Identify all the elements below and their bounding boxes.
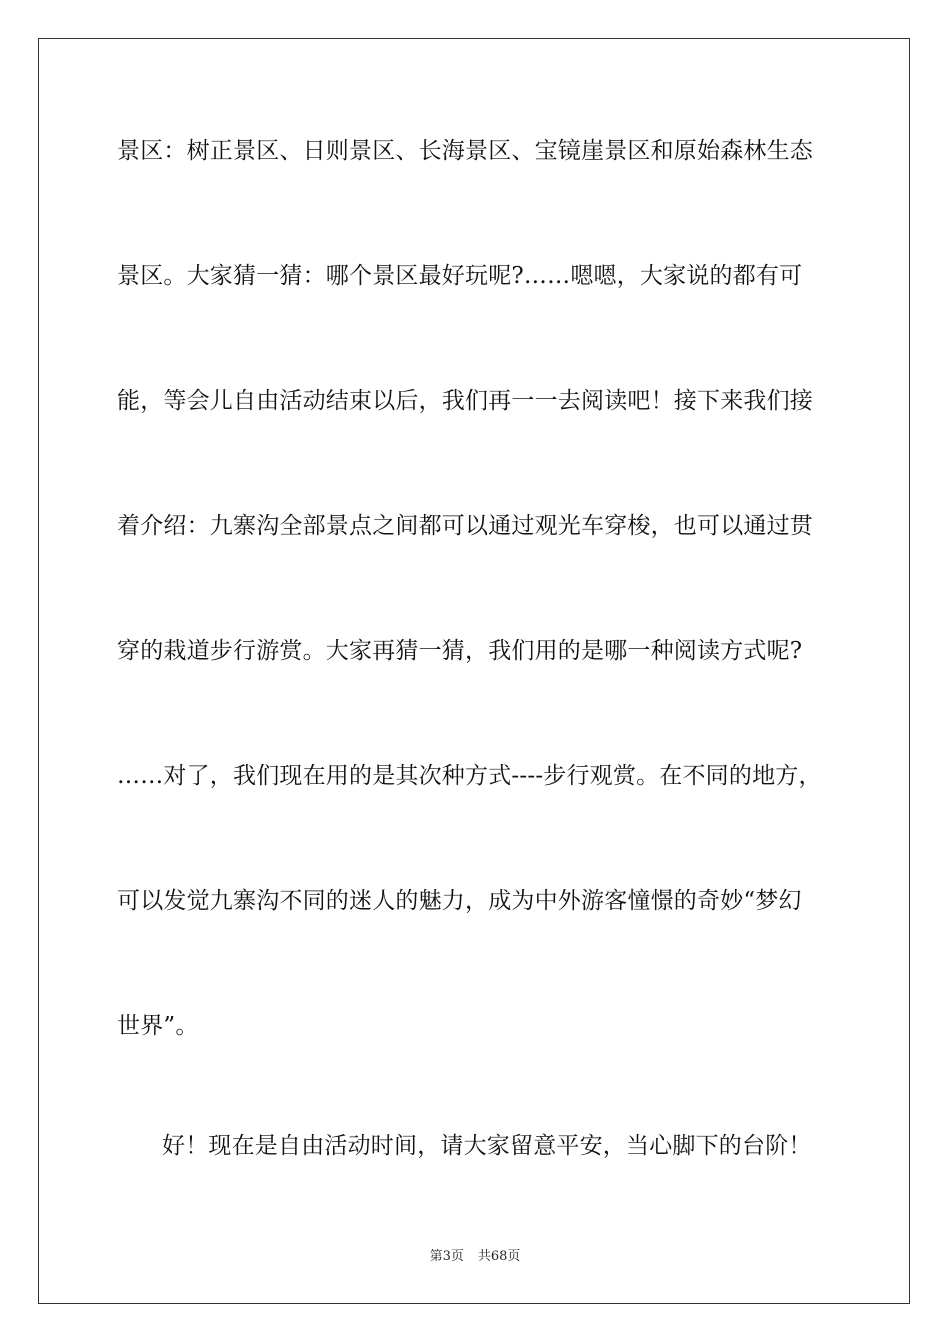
- body-line: 景区：树正景区、日则景区、长海景区、宝镜崖景区和原始森林生态: [117, 138, 813, 164]
- page-number-current: 第3页: [429, 1249, 464, 1264]
- body-line-indented: 好！现在是自由活动时间，请大家留意平安，当心脚下的台阶！: [162, 1133, 812, 1159]
- body-line: 穿的栽道步行游赏。大家再猜一猜，我们用的是哪一种阅读方式呢?: [117, 638, 803, 664]
- body-line: 着介绍：九寨沟全部景点之间都可以通过观光车穿梭，也可以通过贯: [117, 513, 813, 539]
- page-footer: [0, 1248, 950, 1266]
- page-number-total: 共68页: [477, 1249, 521, 1264]
- body-line: 世界”。: [117, 1013, 199, 1039]
- body-line: ……对了，我们现在用的是其次种方式----步行观赏。在不同的地方，: [117, 763, 822, 789]
- body-line: 能，等会儿自由活动结束以后，我们再一一去阅读吧！接下来我们接: [117, 388, 813, 414]
- body-line: 景区。大家猜一猜：哪个景区最好玩呢?……嗯嗯，大家说的都有可: [117, 263, 803, 289]
- page-border: [38, 38, 910, 1304]
- body-line: 可以发觉九寨沟不同的迷人的魅力，成为中外游客憧憬的奇妙“梦幻: [117, 888, 802, 914]
